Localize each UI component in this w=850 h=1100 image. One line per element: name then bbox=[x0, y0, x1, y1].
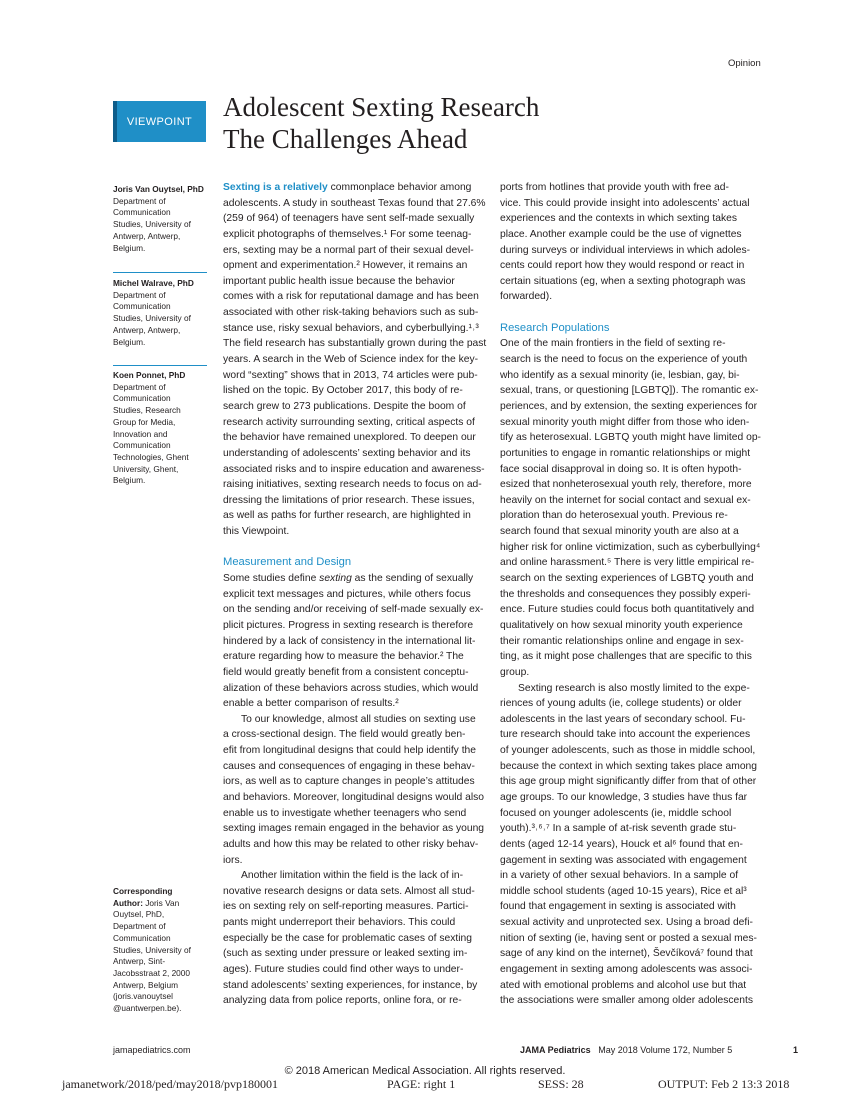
affiliation-line: Communication bbox=[113, 393, 171, 404]
corresponding-line: Department of bbox=[113, 921, 166, 932]
text-line: portunities to engage in romantic relationships or might bbox=[500, 447, 751, 459]
affiliation-line: Studies, Research bbox=[113, 405, 181, 416]
affiliation-line: Belgium. bbox=[113, 475, 146, 486]
affiliation-line: Innovation and bbox=[113, 428, 168, 439]
corresponding-author bbox=[113, 886, 207, 1015]
corresponding-line: (joris.vanouytsel bbox=[113, 991, 173, 1002]
text-line: plicit pictures. Progress in sexting research is therefore bbox=[223, 619, 474, 631]
text-line: ated with emotional problems and alcohol use but that bbox=[500, 979, 747, 991]
text-line: efit from longitudinal designs that could help identify the bbox=[223, 745, 477, 757]
text-line: pants might underreport their behaviors. This could bbox=[223, 917, 456, 929]
text-line: heavily on the internet for social contact and sexual ex- bbox=[500, 494, 751, 506]
text-line: periences, and by extension, the sexting experiences for bbox=[500, 400, 758, 412]
text-line: youth).³˒⁶˒⁷ In a sample of at-risk seventh grade stu- bbox=[500, 823, 737, 835]
text-line: higher risk for online victimization, such as cyberbullying⁴ bbox=[500, 541, 761, 553]
text-line: field would greatly benefit from a consistent conceptu- bbox=[223, 666, 469, 678]
divider bbox=[113, 272, 207, 273]
text-line: (259 of 964) of teenagers have sent self-made sexually bbox=[223, 213, 475, 225]
text-line: ploration than do heterosexual youth. Previous re- bbox=[500, 510, 728, 522]
print-path: jamanetwork/2018/ped/may2018/pvp180001 bbox=[62, 1077, 278, 1091]
page-number: 1 bbox=[793, 1045, 799, 1055]
corresponding-line: Communication bbox=[113, 932, 171, 943]
author-name: Joris Van Ouytsel, PhD bbox=[113, 184, 204, 194]
corresponding-line: Jacobsstraat 2, 2000 bbox=[113, 967, 191, 978]
affiliation-line: Belgium. bbox=[113, 336, 146, 347]
text-line: ies on sexting rely on self-reporting measures. Partici- bbox=[223, 901, 469, 913]
text-line: ence. Future studies could focus both quantitatively and bbox=[500, 604, 755, 616]
text-line: The field research has substantially grown during the past bbox=[223, 338, 487, 350]
text-line: commonplace behavior among bbox=[327, 182, 472, 193]
divider bbox=[113, 365, 207, 366]
text-line: ting, as it might pose challenges that are specific to this bbox=[500, 651, 752, 663]
text-line: comes with a risk for reputational damage and has been bbox=[223, 291, 479, 303]
text-line: One of the main frontiers in the field of sexting re- bbox=[500, 338, 726, 350]
section-heading: Measurement and Design bbox=[223, 556, 352, 569]
corresponding-line: Antwerp, Belgium bbox=[113, 979, 179, 990]
print-output: OUTPUT: Feb 2 13:3 2018 bbox=[658, 1077, 790, 1091]
affiliation-line: Group for Media, bbox=[113, 416, 176, 427]
affiliation-line: Studies, University of bbox=[113, 313, 191, 324]
text-line: sexting images remain engaged in the behavior as young bbox=[223, 823, 485, 835]
text-line: especially be the case for problematic cases of sexting bbox=[223, 932, 472, 944]
text-line: important public health issue because the behavior bbox=[223, 275, 455, 287]
text-line: understanding of adolescents’ sexting behavior and its bbox=[223, 447, 471, 459]
text-line: this age group might significantly differ from that of other bbox=[500, 776, 757, 788]
article-subtitle: The Challenges Ahead bbox=[223, 124, 468, 154]
text-line: on the sending and/or receiving of self-made sexually ex- bbox=[223, 604, 484, 616]
author-affiliation bbox=[113, 184, 207, 254]
text-line: place. Another example could be the use of vignettes bbox=[500, 228, 742, 240]
text-line: sexual minority youth might differ from those who iden- bbox=[500, 416, 750, 428]
text-line: ports from hotlines that provide youth with free ad- bbox=[500, 182, 729, 193]
text-line: engagement in sexting among adolescents was associ- bbox=[500, 964, 753, 976]
text-line: lished on the topic. By October 2017, this body of re- bbox=[223, 385, 463, 397]
text-line: stance use, risky sexual behaviors, and cyberbullying.¹˒³ bbox=[223, 322, 479, 334]
text-line: search on the sexting experiences of LGBTQ youth and bbox=[500, 573, 754, 585]
text-line: middle school students (aged 10-15 years), Rice et al³ bbox=[500, 885, 747, 897]
text-line: (such as sexting under pressure or leaked sexting im- bbox=[223, 948, 468, 960]
text-line: the thresholds and consequences they possibly experi- bbox=[500, 588, 751, 600]
text-line: qualitatively on how sexual minority youth experience bbox=[500, 619, 743, 631]
text-line: iors, as well as to capture changes in people’s attitudes bbox=[223, 776, 475, 788]
text-line: sexual, trans, or questioning [LGBTQ]). The romantic ex- bbox=[500, 385, 759, 397]
corresponding-line: Antwerp, Sint- bbox=[113, 956, 166, 967]
copyright: © 2018 American Medical Association. All rights reserved. bbox=[284, 1065, 566, 1077]
affiliation-line: Studies, University of bbox=[113, 219, 191, 230]
affiliation-line: Technologies, Ghent bbox=[113, 451, 189, 462]
affiliation-line: Department of bbox=[113, 195, 166, 206]
print-page: PAGE: right 1 bbox=[387, 1077, 456, 1091]
text-line: To our knowledge, almost all studies on sexting use bbox=[241, 713, 476, 725]
footer-site: jamapediatrics.com bbox=[113, 1045, 191, 1055]
corresponding-text: Joris Van bbox=[142, 897, 180, 908]
text-line: stand adolescents’ sexting experiences, for instance, by bbox=[223, 979, 478, 991]
text-line: opment and experimentation.² However, it remains an bbox=[223, 260, 468, 272]
text-line: group. bbox=[500, 666, 530, 678]
text-line: age groups. To our knowledge, 3 studies have thus far bbox=[500, 791, 748, 803]
journal-name: JAMA Pediatrics bbox=[520, 1045, 591, 1055]
corresponding-line: Studies, University of bbox=[113, 944, 191, 955]
text-line: forwarded). bbox=[500, 291, 553, 303]
text-line: Some studies define sexting as the sending of sexually bbox=[223, 573, 474, 585]
text-line: ers, sexting may be a normal part of their sexual devel- bbox=[223, 244, 474, 256]
text-line: hindered by a lack of consistency in the international lit- bbox=[223, 635, 476, 647]
text-line: experiences and the contexts in which sexting takes bbox=[500, 213, 737, 225]
text-line: causes and consequences of engaging in these behav- bbox=[223, 760, 475, 772]
text-line: riences of young adults (ie, college students) or older bbox=[500, 698, 742, 710]
affiliation-line: Antwerp, Antwerp, bbox=[113, 324, 181, 335]
affiliation-line: University, Ghent, bbox=[113, 463, 179, 474]
text-line: a cross-sectional design. The field would greatly ben- bbox=[223, 729, 466, 741]
affiliation-line: Communication bbox=[113, 440, 171, 451]
text-line: sage of any kind on the internet), Ševčíková⁷ found that bbox=[500, 948, 753, 960]
text-line: the behavior have remained unexplored. To deepen our bbox=[223, 432, 476, 444]
text-line: nition of sexting (ie, having sent or posted a sexual mes- bbox=[500, 932, 757, 944]
text-line: associated risks and to inspire education and awareness- bbox=[223, 463, 485, 475]
text-line: adults and how this may be related to other risky behav- bbox=[223, 838, 479, 850]
text-line: enable us to investigate whether teenagers who send bbox=[223, 807, 467, 819]
text-line: sexual activity and unprotected sex. Using a broad defi- bbox=[500, 917, 753, 929]
affiliation-line: Belgium. bbox=[113, 242, 146, 253]
text-line: dents (aged 12-14 years), Houck et al⁶ found that en- bbox=[500, 838, 743, 850]
text-line: Another limitation within the field is the lack of in- bbox=[241, 870, 464, 882]
text-line: alization of these behaviors across studies, which would bbox=[223, 682, 479, 694]
text-line: dressing the limitations of prior research. These issues, bbox=[223, 494, 475, 506]
text-line: raising initiatives, sexting research needs to focus on ad- bbox=[223, 479, 482, 491]
text-line: cents could report how they would respond or react in bbox=[500, 260, 745, 272]
text-line: found that engagement in sexting is associated with bbox=[500, 901, 736, 913]
author-affiliation bbox=[113, 370, 207, 487]
text-line: and online harassment.⁵ There is very little empirical re- bbox=[500, 557, 755, 569]
text-line: of younger adolescents, such as those in middle school, bbox=[500, 745, 756, 757]
viewpoint-badge: VIEWPOINT bbox=[113, 101, 206, 142]
text-line: focused on younger adolescents (ie, middle school bbox=[500, 807, 732, 819]
text-line: face social disapproval in doing so. It is often hypoth- bbox=[500, 463, 742, 475]
text-line: ture research should take into account the experiences bbox=[500, 729, 751, 741]
text-line: certain situations (eg, when a sexting photograph was bbox=[500, 275, 746, 287]
text-line: search grew to 273 publications. Despite the boom of bbox=[223, 400, 466, 412]
text-line: in a variety of other sexual behaviors. In a sample of bbox=[500, 870, 739, 882]
text-line: ages). Future studies could find other ways to under- bbox=[223, 964, 464, 976]
text-line: iors. bbox=[223, 854, 243, 866]
text-line: during surveys or individual interviews in which adoles- bbox=[500, 244, 751, 256]
text-line: adolescents in the last years of secondary school. Fu- bbox=[500, 713, 746, 725]
text-line: because the context in which sexting takes place among bbox=[500, 760, 758, 772]
affiliation-line: Antwerp, Antwerp, bbox=[113, 230, 181, 241]
text-line: word “sexting” shows that in 2013, 74 articles were pub- bbox=[223, 369, 478, 381]
text-line: their romantic relationships online and engage in sex- bbox=[500, 635, 744, 647]
lead-in: Sexting is a relatively bbox=[223, 182, 328, 193]
corresponding-label: Corresponding bbox=[113, 886, 173, 896]
text-line: enable a better comparison of results.² bbox=[223, 698, 399, 710]
section-label: Opinion bbox=[728, 58, 761, 69]
text-line: vice. This could provide insight into adolescents’ actual bbox=[500, 197, 750, 209]
text-line: associated with other risk-taking behaviors such as sub- bbox=[223, 307, 479, 319]
text-line: erature regarding how to measure the behavior.² The bbox=[223, 651, 464, 663]
affiliation-line: Department of bbox=[113, 381, 166, 392]
text-line: analyzing data from police reports, online fora, or re- bbox=[223, 995, 462, 1007]
text-line: the associations were smaller among older adolescents bbox=[500, 995, 753, 1007]
corresponding-line: Ouytsel, PhD, bbox=[113, 909, 165, 920]
text-line: novative research designs or data sets. Almost all stud- bbox=[223, 885, 475, 897]
affiliation-line: Communication bbox=[113, 301, 171, 312]
text-line: research activity surrounding sexting, critical aspects of bbox=[223, 416, 475, 428]
corresponding-line: @uantwerpen.be). bbox=[113, 1003, 182, 1014]
text-line: tify as heterosexual. LGBTQ youth might have limited op- bbox=[500, 432, 761, 444]
author-name: Koen Ponnet, PhD bbox=[113, 370, 186, 380]
text-line: gagement in sexting was associated with engagement bbox=[500, 854, 747, 866]
footer-journal bbox=[520, 1045, 732, 1055]
text-line: years. A search in the Web of Science index for the key- bbox=[223, 354, 479, 366]
corresponding-label-2: Author: bbox=[113, 897, 143, 908]
text-line: search is the need to focus on the experience of youth bbox=[500, 354, 748, 366]
text-line: this Viewpoint. bbox=[223, 526, 290, 538]
affiliation-line: Department of bbox=[113, 289, 166, 300]
text-line: explicit photographs of themselves.¹ For some teenag- bbox=[223, 228, 472, 240]
author-affiliation bbox=[113, 278, 207, 348]
issue-info: May 2018 Volume 172, Number 5 bbox=[598, 1045, 733, 1055]
text-line: search found that sexual minority youth are also at a bbox=[500, 526, 739, 538]
print-sess: SESS: 28 bbox=[538, 1077, 584, 1091]
text-column-right bbox=[500, 180, 762, 1009]
article-title: Adolescent Sexting Research bbox=[223, 92, 540, 122]
author-name: Michel Walrave, PhD bbox=[113, 278, 194, 288]
text-column-left bbox=[223, 180, 485, 1009]
text-line: adolescents. A study in southeast Texas found that 27.6% bbox=[223, 197, 486, 209]
text-line: and behaviors. Moreover, longitudinal designs would also bbox=[223, 791, 485, 803]
text-line: esized that nonheterosexual youth rely, therefore, more bbox=[500, 479, 752, 491]
section-heading: Research Populations bbox=[500, 321, 610, 334]
affiliation-line: Communication bbox=[113, 207, 171, 218]
text-line: Sexting research is also mostly limited to the expe- bbox=[518, 682, 750, 694]
text-line: explicit text messages and pictures, while others focus bbox=[223, 588, 471, 600]
text-line: who identify as a sexual minority (ie, lesbian, gay, bi- bbox=[500, 369, 740, 381]
text-line: as well as paths for further research, are highlighted in bbox=[223, 510, 471, 522]
